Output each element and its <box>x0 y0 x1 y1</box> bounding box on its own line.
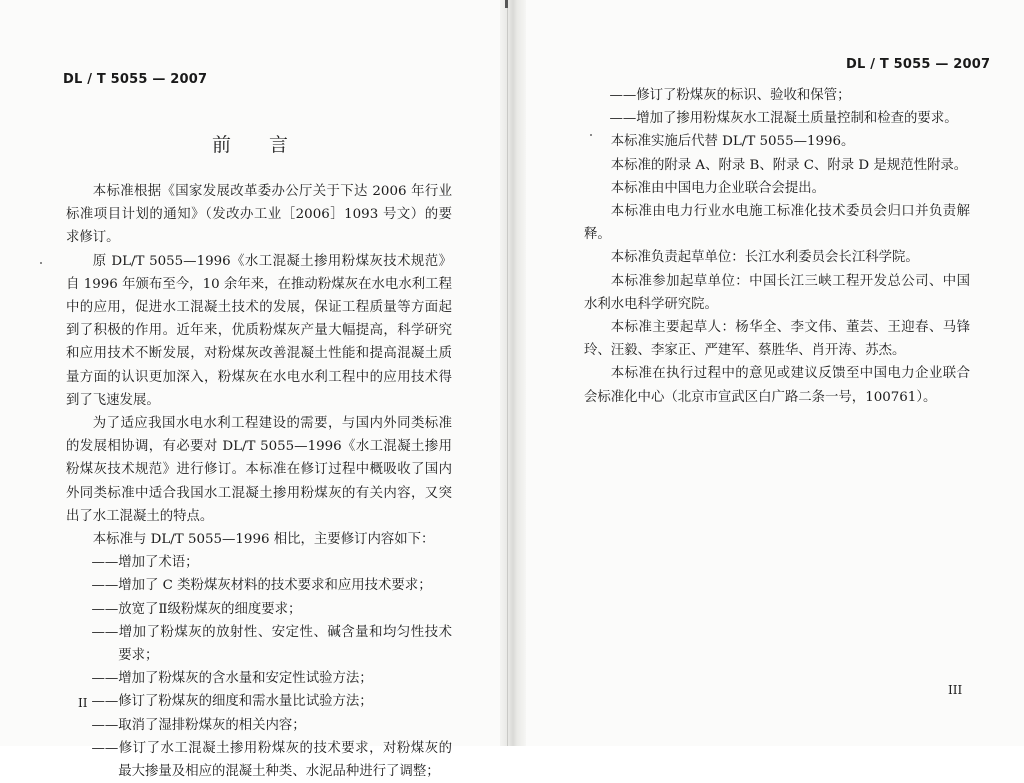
right-page-body <box>584 84 970 409</box>
revision-item: ——取消了湿排粉煤灰的相关内容； <box>91 717 306 733</box>
revision-item: ——增加了 C 类粉煤灰材料的技术要求和应用技术要求； <box>91 578 432 594</box>
revision-item: ——增加了粉煤灰的含水量和安定性试验方法； <box>91 671 373 687</box>
paragraph: 为了适应我国水电水利工程建设的需要，与国内外同类标准的发展相协调，有必要对 DL/T 5055—1996《水工混凝土掺用粉煤灰技术规范》进行修订。本标准在修订过程中概吸收了国内外同类标准中适合我国水工混凝土掺用粉煤灰的有关内容，又突出了水工混凝土的特点。 <box>66 416 452 524</box>
left-running-header: DL / T 5055 — 2007 <box>63 72 208 87</box>
gutter-fold-line <box>507 0 508 746</box>
right-page-number: III <box>948 683 963 697</box>
revision-item: ——放宽了Ⅱ级粉煤灰的细度要求； <box>91 601 302 617</box>
paragraph: 本标准的附录 A、附录 B、附录 C、附录 D 是规范性附录。 <box>610 157 968 173</box>
paragraph: 本标准根据《国家发展改革委办公厅关于下达 2006 年行业标准项目计划的通知》（发改办工业［2006］1093 号文）的要求修订。 <box>66 184 452 246</box>
scan-speck <box>590 134 592 136</box>
book-gutter <box>500 0 526 746</box>
left-page <box>0 0 500 780</box>
left-page-body <box>66 180 452 783</box>
paragraph: 本标准与 DL/T 5055—1996 相比，主要修订内容如下： <box>92 532 435 548</box>
revision-item: ——修订了粉煤灰的标识、验收和保管； <box>609 88 851 103</box>
paragraph: 原 DL/T 5055—1996《水工混凝土掺用粉煤灰技术规范》自 1996 年颁布至今，10 余年来，在推动粉煤灰在水电水利工程中的应用，促进水工混凝土技术的发展，保证工程质量等方面起到了积极的作用。近年来，优质粉煤灰产量大幅提高，科学研究和应用技术不断发展，对粉煤灰改善混凝土性能和提高混凝土质量方面的认识更加深入，粉煤灰在水电水利工程中的应用技术得到了飞速发展。 <box>66 253 452 408</box>
revision-item: ——增加了粉煤灰的放射性、安定性、碱含量和均匀性技术要求； <box>91 624 452 664</box>
paragraph: 本标准实施后代替 DL/T 5055—1996。 <box>610 134 855 150</box>
right-page <box>526 0 1024 746</box>
paragraph: 本标准负责起草单位：长江水利委员会长江科学院。 <box>610 250 919 266</box>
scan-speck <box>40 262 42 264</box>
paragraph: 本标准主要起草人：杨华全、李文伟、董芸、王迎春、马锋玲、汪毅、李家正、严建军、蔡胜华、肖开涛、苏杰。 <box>584 320 970 359</box>
paragraph: 本标准在执行过程中的意见或建议反馈至中国电力企业联合会标准化中心（北京市宣武区白广路二条一号，100761）。 <box>584 366 970 405</box>
paragraph: 本标准由电力行业水电施工标准化技术委员会归口并负责解释。 <box>584 204 970 243</box>
revision-item: ——增加了掺用粉煤灰水工混凝土质量控制和检查的要求。 <box>609 111 958 127</box>
revision-item: ——修订了粉煤灰的细度和需水量比试验方法； <box>91 694 373 710</box>
paragraph: 本标准由中国电力企业联合会提出。 <box>610 180 826 196</box>
preface-title: 前 言 <box>211 134 288 156</box>
revision-item: ——修订了水工混凝土掺用粉煤灰的技术要求，对粉煤灰的最大掺量及相应的混凝土种类、水泥品种进行了调整； <box>91 740 452 780</box>
right-running-header: DL / T 5055 — 2007 <box>846 57 991 72</box>
paragraph: 本标准参加起草单位：中国长江三峡工程开发总公司、中国水利水电科学研究院。 <box>584 273 970 312</box>
revision-item: ——增加了术语； <box>91 555 199 571</box>
left-page-number: II <box>78 696 88 710</box>
gutter-scan-mark <box>505 0 508 8</box>
